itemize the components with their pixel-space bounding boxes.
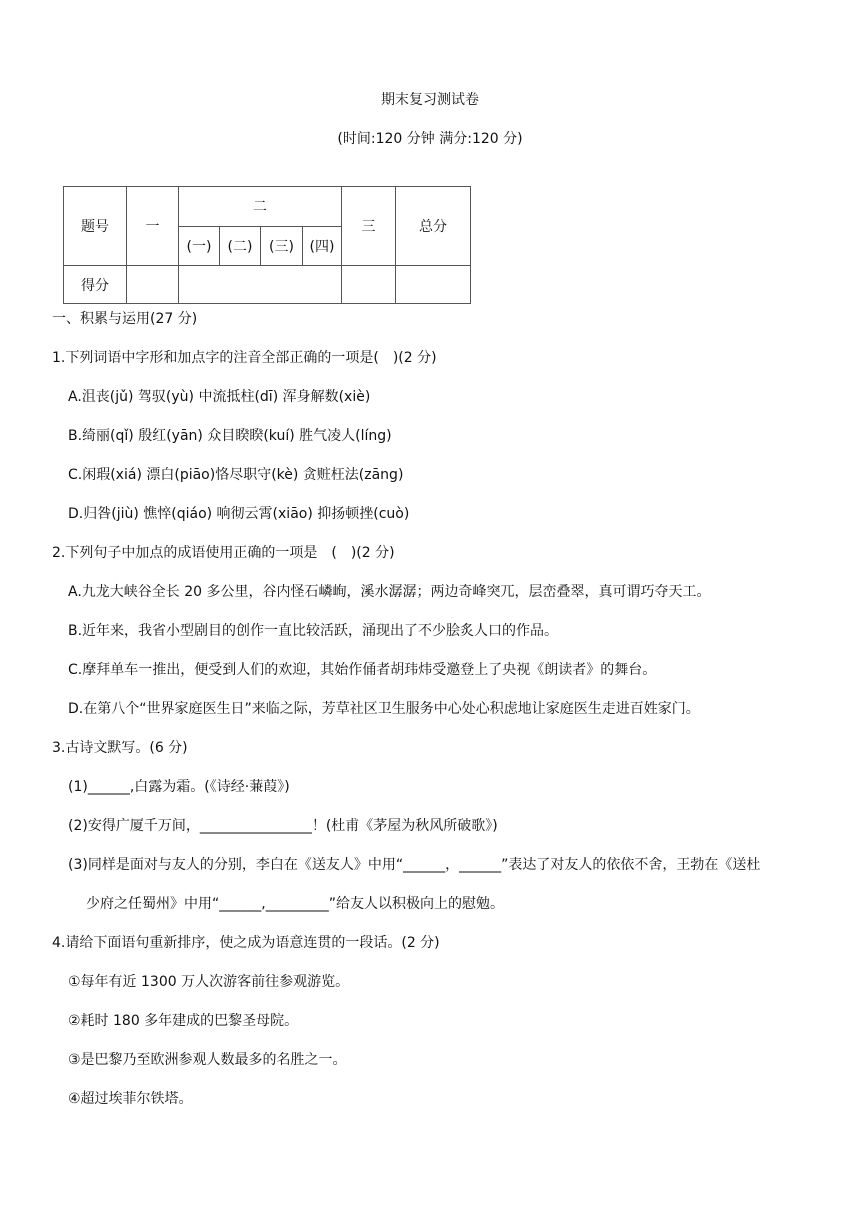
header-san: 三 <box>342 187 396 266</box>
header-er: 二 <box>179 187 342 227</box>
header-tihao: 题号 <box>64 187 127 266</box>
score-cell-total <box>396 266 471 304</box>
question-3-item-2: (2)安得广厦千万间，________________！(杜甫《茅屋为秋风所破歌》) <box>68 818 498 834</box>
question-1-stem: 1.下列词语中字形和加点字的注音全部正确的一项是( )(2 分) <box>52 350 437 366</box>
question-1-option-d: D.归咎(jiù) 憔悴(qiáo) 响彻云霄(xiāo) 抑扬顿挫(cuò) <box>68 506 410 522</box>
question-3-item-3-continued: 少府之任蜀州》中用“______,_________”给友人以积极向上的慰勉。 <box>86 896 504 912</box>
header-sub-2: (二) <box>220 226 261 266</box>
question-2-option-d: D.在第八个“世界家庭医生日”来临之际，芳草社区卫生服务中心处心积虑地让家庭医生走进百姓家门。 <box>68 701 700 717</box>
question-4-sentence-1: ①每年有近 1300 万人次游客前往参观游览。 <box>68 974 350 990</box>
question-4-sentence-2: ②耗时 180 多年建成的巴黎圣母院。 <box>68 1013 299 1029</box>
header-zongfen: 总分 <box>396 187 471 266</box>
question-1-option-b: B.绮丽(qǐ) 殷红(yān) 众目睽睽(kuí) 胜气凌人(líng) <box>68 428 392 444</box>
question-4-sentence-4: ④超过埃菲尔铁塔。 <box>68 1091 193 1107</box>
score-cell-er <box>179 266 342 304</box>
question-3-item-1: (1)______,白露为霜。(《诗经·蒹葭》) <box>68 779 290 795</box>
question-2-option-c: C.摩拜单车一推出，便受到人们的欢迎，其始作俑者胡玮炜受邀登上了央视《朗读者》的舞台。 <box>68 662 657 678</box>
page-subtitle: (时间:120 分钟 满分:120 分) <box>337 131 523 147</box>
question-4-sentence-3: ③是巴黎乃至欧洲参观人数最多的名胜之一。 <box>68 1052 347 1068</box>
question-3-item-3: (3)同样是面对与友人的分别，李白在《送友人》中用“______，______”表达了对友人的依依不舍，王勃在《送杜 <box>68 857 761 873</box>
score-cell-san <box>342 266 396 304</box>
header-sub-1: (一) <box>179 226 220 266</box>
question-2-option-a: A.九龙大峡谷全长 20 多公里，谷内怪石嶙峋，溪水潺潺；两边奇峰突兀，层峦叠翠，真可谓巧夺天工。 <box>68 584 711 600</box>
section-heading: 一、积累与运用(27 分) <box>52 311 198 327</box>
row-defen: 得分 <box>64 266 127 304</box>
question-2-stem: 2.下列句子中加点的成语使用正确的一项是 ( )(2 分) <box>52 545 395 561</box>
score-cell-yi <box>127 266 179 304</box>
header-sub-3: (三) <box>261 226 303 266</box>
question-1-option-a: A.沮丧(jǔ) 驾驭(yù) 中流抵柱(dī) 浑身解数(xiè) <box>68 389 371 405</box>
header-sub-4: (四) <box>303 226 342 266</box>
score-table <box>63 186 471 304</box>
header-yi: 一 <box>127 187 179 266</box>
question-1-option-c: C.闲瑕(xiá) 漂白(piāo)恪尽职守(kè) 贪赃枉法(zāng) <box>68 467 404 483</box>
question-4-stem: 4.请给下面语句重新排序，使之成为语意连贯的一段话。(2 分) <box>52 935 440 951</box>
page-title: 期末复习测试卷 <box>381 92 479 108</box>
question-3-stem: 3.古诗文默写。(6 分) <box>52 740 188 756</box>
question-2-option-b: B.近年来，我省小型剧目的创作一直比较活跃，涌现出了不少脍炙人口的作品。 <box>68 623 559 639</box>
